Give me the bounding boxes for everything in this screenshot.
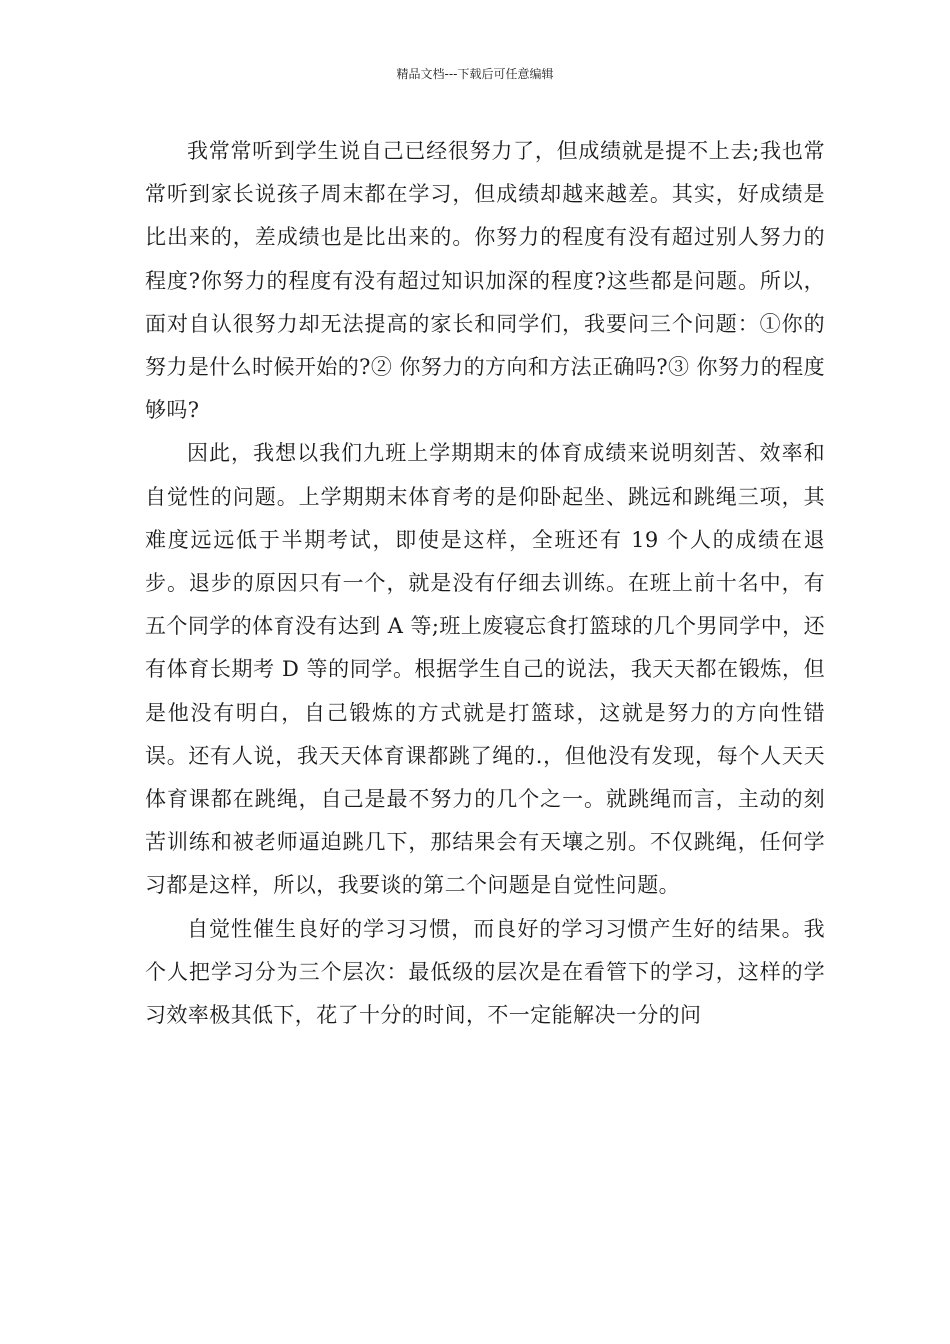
paragraph-1: 我常常听到学生说自己已经很努力了，但成绩就是提不上去;我也常常听到家长说孩子周末都在学习，但成绩却越来越差。其实，好成绩是比出来的，差成绩也是比出来的。你努力的程度有没有超过别人努力的程度?你努力的程度有没有超过知识加深的程度?这些都是问题。所以，面对自认很努力却无法提高的家长和同学们，我要问三个问题：①你的努力是什么时候开始的?② 你努力的方向和方法正确吗?③ 你努力的程度够吗? <box>145 139 825 423</box>
paragraph-2: 因此，我想以我们九班上学期期末的体育成绩来说明刻苦、效率和自觉性的问题。上学期期末体育考的是仰卧起坐、跳远和跳绳三项，其难度远远低于半期考试，即使是这样，全班还有 19 个人的成绩在退步。退步的原因只有一个，就是没有仔细去训练。在班上前十名中，有五个同学的体育没有达到 A 等;班上废寝忘食打篮球的几个男同学中，还有体育长期考 D 等的同学。根据学生自己的说法，我天天都在锻炼，但是他没有明白，自己锻炼的方式就是打篮球，这就是努力的方向性错误。还有人说，我天天体育课都跳了绳的.，但他没有发现，每个人天天体育课都在跳绳，自己是最不努力的几个之一。就跳绳而言，主动的刻苦训练和被老师逼迫跳几下，那结果会有天壤之别。不仅跳绳，任何学习都是这样，所以，我要谈的第二个问题是自觉性问题。 <box>145 441 825 898</box>
paragraph-3: 自觉性催生良好的学习习惯，而良好的学习习惯产生好的结果。我个人把学习分为三个层次：最低级的层次是在看管下的学习，这样的学习效率极其低下，花了十分的时间，不一定能解决一分的问 <box>145 916 825 1028</box>
page-header: 精品文档---下载后可任意编辑 <box>396 67 554 81</box>
document-body <box>145 130 825 1037</box>
